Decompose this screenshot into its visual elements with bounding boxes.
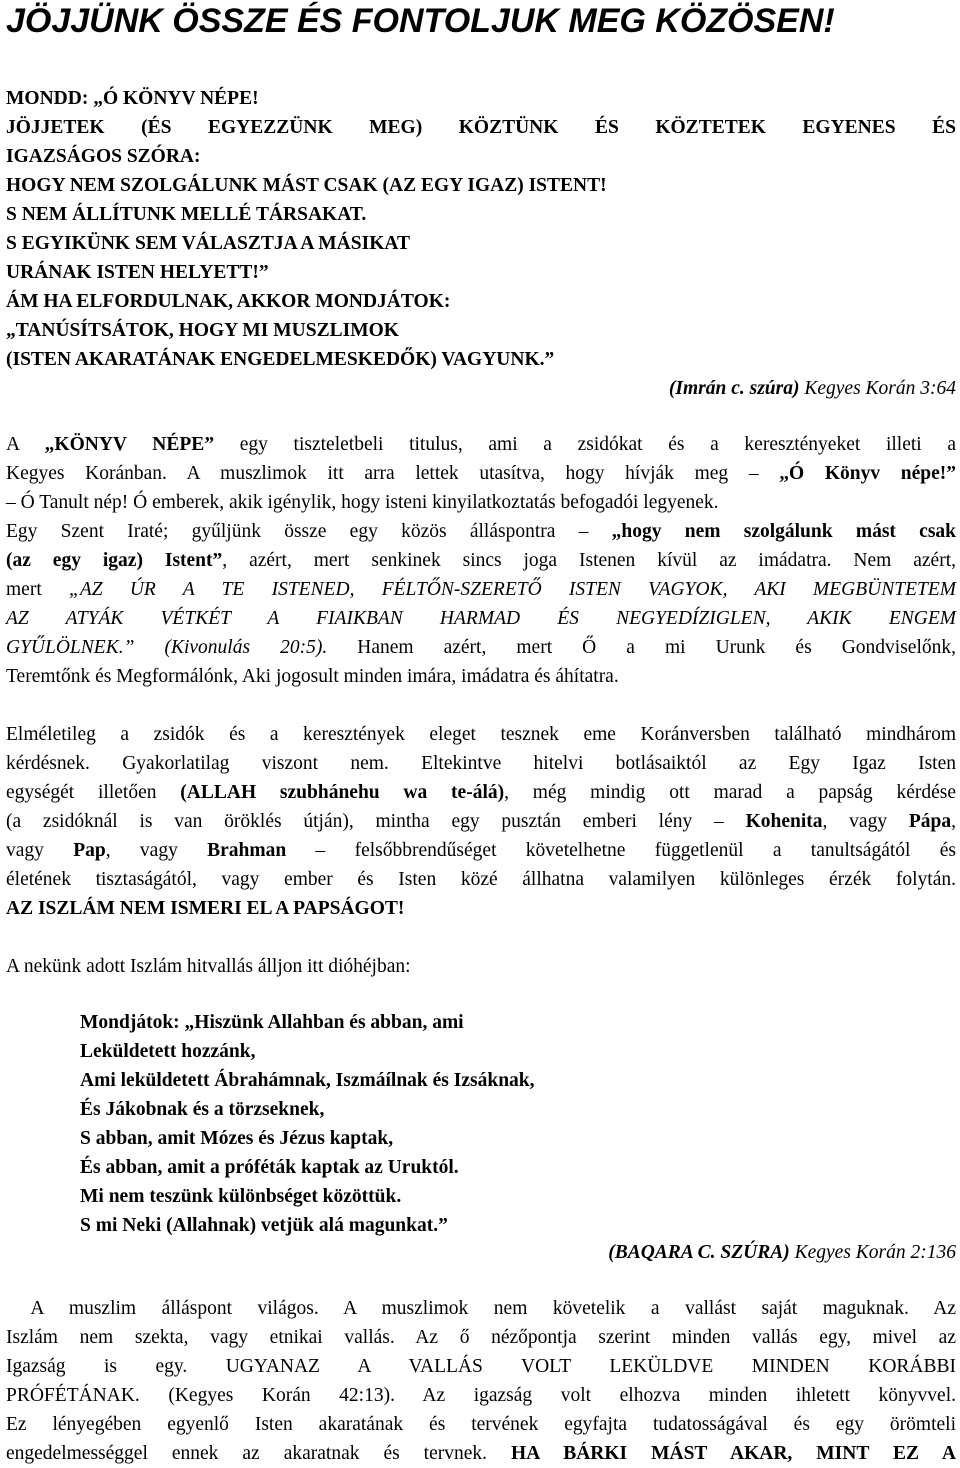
verse-line: ÁM HA ELFORDULNAK, AKKOR MONDJÁTOK: (6, 291, 451, 312)
verse-line: IGAZSÁGOS SZÓRA: (6, 146, 201, 167)
creed-line: Mondjátok: „Hiszünk Allahban és abban, ami (80, 1012, 464, 1033)
paragraph-line: Igazság is egy. UGYANAZ A VALLÁS VOLT LEKÜLDVE MINDEN KORÁBBI (6, 1356, 956, 1377)
verse-line: (ISTEN AKARATÁNAK ENGEDELMESKEDŐK) VAGYUNK.” (6, 349, 555, 370)
quran-verse-block (6, 84, 956, 374)
verse-line: JÖJJETEK (ÉS EGYEZZÜNK MEG) KÖZTÜNK ÉS KÖZTETEK EGYENES ÉS (6, 117, 956, 138)
creed-line: S mi Neki (Allahnak) vetjük alá magunkat.” (80, 1215, 448, 1236)
paragraph-line: Elméletileg a zsidók és a keresztények eleget tesznek eme Koránversben található mindhárom (6, 724, 956, 745)
creed-line: Ami leküldetett Ábrahámnak, Iszmáílnak és Izsáknak, (80, 1070, 535, 1091)
verse-line: S NEM ÁLLÍTUNK MELLÉ TÁRSAKAT. (6, 204, 367, 225)
citation-reference: Kegyes Korán 3:64 (804, 378, 956, 399)
paragraph-line: engedelmességgel ennek az akaratnak és tervnek. HA BÁRKI MÁST AKAR, MINT EZ A (6, 1443, 956, 1464)
creed-line: Mi nem teszünk különbséget közöttük. (80, 1186, 402, 1207)
creed-block (80, 1008, 780, 1240)
creed-line: Leküldetett hozzánk, (80, 1041, 256, 1062)
paragraph-line: GYŰLÖLNEK.” (Kivonulás 20:5). Hanem azért, mert Ő a mi Urunk és Gondviselőnk, (6, 637, 956, 658)
paragraph-line: kérdésnek. Gyakorlatilag viszont nem. Eltekintve hitelvi botlásaiktól az Egy Igaz Isten (6, 753, 956, 774)
paragraph-line: PRÓFÉTÁNAK. (Kegyes Korán 42:13). Az igazság volt elhozva minden ihletett könyvvel. (6, 1385, 956, 1406)
paragraph-line: AZ ISZLÁM NEM ISMERI EL A PAPSÁGOT! (6, 898, 405, 919)
citation-source: (BAQARA C. SZÚRA) (608, 1242, 790, 1263)
paragraph-line: (az egy igaz) Istent”, azért, mert senkinek sincs joga Istenen kívül az imádatra. Nem azért, (6, 550, 956, 571)
verse-line: MONDD: „Ó KÖNYV NÉPE! (6, 88, 259, 109)
creed-line: És Jákobnak és a törzseknek, (80, 1099, 325, 1120)
verse-line: URÁNAK ISTEN HELYETT!” (6, 262, 269, 283)
paragraph-book-people (6, 430, 956, 691)
paragraph-line: Kegyes Koránban. A muszlimok itt arra lettek utasítva, hogy hívják meg – „Ó Könyv népe!” (6, 463, 956, 484)
paragraph-line: mert „AZ ÚR A TE ISTENED, FÉLTŐN-SZERETŐ ISTEN VAGYOK, AKI MEGBÜNTETEM (6, 579, 956, 600)
paragraph-priesthood (6, 720, 956, 923)
paragraph-line: egységét illetően (ALLAH szubhánehu wa te-álá), még mindig ott marad a papság kérdése (6, 782, 957, 803)
paragraph-line: A muszlim álláspont világos. A muszlimok nem követelik a vallást saját maguknak. Az (6, 1298, 956, 1319)
verse-line: „TANÚSÍTSÁTOK, HOGY MI MUSZLIMOK (6, 320, 399, 341)
citation-source: (Imrán c. szúra) (668, 378, 800, 399)
paragraph-line: Ez lényegében egyenlő Isten akaratának és tervének egyfajta tudatosságával és egy örömteli (6, 1414, 956, 1435)
page-title: JÖJJÜNK ÖSSZE ÉS FONTOLJUK MEG KÖZÖSEN! (6, 2, 835, 40)
intro-line: A nekünk adott Iszlám hitvallás álljon itt dióhéjban: (6, 956, 411, 977)
paragraph-line: (a zsidóknál is van öröklés útján), mintha egy pusztán emberi lény – Kohenita, vagy Pápa, (6, 811, 957, 832)
verse-line: S EGYIKÜNK SEM VÁLASZTJA A MÁSIKAT (6, 233, 410, 254)
creed-line: És abban, amit a próféták kaptak az Uruktól. (80, 1157, 459, 1178)
paragraph-muslim-position (6, 1294, 956, 1468)
paragraph-line: vagy Pap, vagy Brahman – felsőbbrendűséget követelhetne függetlenül a tanultságától és (6, 840, 957, 861)
paragraph-line: AZ ATYÁK VÉTKÉT A FIAIKBAN HARMAD ÉS NEGYEDÍZIGLEN, AKIK ENGEM (6, 608, 956, 629)
creed-citation (608, 1238, 956, 1267)
paragraph-line: – Ó Tanult nép! Ó emberek, akik igénylik, hogy isteni kinyilatkoztatás befogadói legyenek. (6, 492, 719, 513)
paragraph-line: életének tisztaságától, vagy ember és Isten közé állhatna valamilyen különleges érzék folytán. (6, 869, 956, 890)
paragraph-line: Iszlám nem szekta, vagy etnikai vallás. Az ő nézőpontja szerint minden vallás egy, mivel az (6, 1327, 956, 1348)
citation-reference: Kegyes Korán 2:136 (794, 1242, 956, 1263)
verse-citation (669, 374, 956, 403)
paragraph-line: Egy Szent Iraté; gyűljünk össze egy közös álláspontra – „hogy nem szolgálunk mást csak (6, 521, 957, 542)
creed-line: S abban, amit Mózes és Jézus kaptak, (80, 1128, 394, 1149)
verse-line: HOGY NEM SZOLGÁLUNK MÁST CSAK (AZ EGY IGAZ) ISTENT! (6, 175, 607, 196)
paragraph-line: A „KÖNYV NÉPE” egy tiszteletbeli titulus, ami a zsidókat és a keresztényeket illeti a (6, 434, 956, 455)
paragraph-line: Teremtőnk és Megformálónk, Aki jogosult minden imára, imádatra és áhítatra. (6, 666, 619, 687)
